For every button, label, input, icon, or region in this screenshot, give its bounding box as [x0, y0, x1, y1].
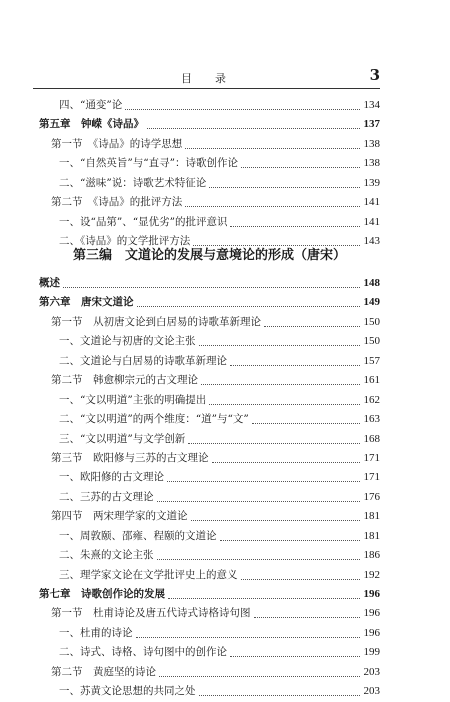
leader-dots	[254, 604, 360, 618]
toc-entry-page: 162	[363, 393, 380, 406]
toc-entry-page: 150	[363, 335, 380, 348]
toc-entry-title: 二、三苏的古文理论	[59, 490, 154, 503]
toc-entry-page: 157	[363, 354, 380, 367]
toc-entry-title: 一、杜甫的诗论	[59, 626, 133, 639]
header-page-number: 3	[369, 66, 380, 84]
toc-entry-page: 138	[363, 137, 380, 150]
toc-entry[interactable]	[39, 135, 380, 154]
toc-entry-title: 第五章 钟嵘《诗品》	[39, 118, 144, 131]
toc-entry-page: 139	[363, 176, 380, 189]
toc-entry-title: 三、理学家文论在文学批评史上的意义	[59, 568, 238, 581]
toc-entry[interactable]	[39, 468, 380, 487]
toc-entry-page: 176	[363, 490, 380, 503]
toc-entry[interactable]	[39, 663, 380, 682]
leader-dots	[147, 115, 360, 129]
toc-entry-page: 196	[363, 626, 380, 639]
toc-entry-page: 196	[363, 607, 380, 620]
toc-entry[interactable]	[39, 410, 380, 429]
toc-entry-page: 143	[363, 235, 380, 248]
toc-entry[interactable]	[39, 213, 380, 232]
toc-entry-title: 一、“自然英旨”与“直寻”：诗歌创作论	[59, 157, 238, 170]
toc-entry-page: 161	[363, 374, 380, 387]
leader-dots	[212, 449, 360, 463]
leader-dots	[188, 430, 360, 444]
toc-entry[interactable]	[39, 96, 380, 115]
toc-entry[interactable]	[39, 488, 380, 507]
toc-entry-title: 第二节 韩愈柳宗元的古文理论	[51, 374, 198, 387]
leader-dots	[137, 293, 360, 307]
toc-entry-page: 171	[363, 471, 380, 484]
leader-dots	[220, 527, 360, 541]
leader-dots	[185, 135, 360, 149]
toc-entry-page: 134	[363, 99, 380, 111]
toc-entry-title: 第四节 两宋理学家的文道论	[51, 510, 188, 523]
leader-dots	[63, 274, 360, 288]
toc-entry-page: 199	[363, 646, 380, 659]
toc-entry[interactable]	[39, 391, 380, 410]
toc-entry-title: 第一节 杜甫诗论及唐五代诗式诗格诗句图	[51, 607, 251, 620]
toc-entry[interactable]	[39, 174, 380, 193]
running-head	[33, 66, 380, 89]
toc-entry-page: 149	[363, 296, 380, 309]
toc-entry[interactable]	[39, 154, 380, 173]
leader-dots	[209, 174, 360, 188]
toc-section-bottom	[39, 274, 380, 702]
toc-entry-page: 203	[363, 685, 380, 698]
toc-entry-title: 一、苏黄文论思想的共同之处	[59, 685, 196, 698]
toc-entry[interactable]	[39, 546, 380, 565]
toc-entry-title: 第七章 诗歌创作论的发展	[39, 588, 165, 600]
toc-entry-page: 148	[363, 277, 380, 289]
toc-entry[interactable]	[39, 193, 380, 212]
leader-dots	[167, 468, 360, 482]
toc-entry-title: 第三节 欧阳修与三苏的古文理论	[51, 451, 209, 464]
toc-entry-page: 196	[363, 588, 380, 600]
toc-entry-title: 四、“通变”论	[59, 99, 123, 111]
leader-dots	[230, 213, 360, 227]
toc-entry[interactable]	[39, 274, 380, 293]
leader-dots	[201, 371, 360, 385]
toc-entry[interactable]	[39, 371, 380, 390]
toc-entry[interactable]	[39, 585, 380, 604]
leader-dots	[230, 643, 360, 657]
leader-dots	[230, 352, 360, 366]
leader-dots	[209, 391, 360, 405]
toc-entry-title: 一、周敦颐、邵雍、程颐的文道论	[59, 529, 217, 542]
toc-entry[interactable]	[39, 527, 380, 546]
leader-dots	[264, 313, 360, 327]
toc-entry-title: 二、文道论与白居易的诗歌革新理论	[59, 354, 227, 367]
leader-dots	[191, 507, 360, 521]
toc-entry-page: 141	[363, 215, 380, 228]
toc-entry-page: 141	[363, 196, 380, 209]
toc-entry-title: 二、“滋味”说：诗歌艺术特征论	[59, 176, 207, 189]
toc-entry-page: 186	[363, 549, 380, 562]
toc-entry[interactable]	[39, 430, 380, 449]
toc-entry-title: 二、朱熹的文论主张	[59, 549, 154, 562]
toc-entry-title: 二、诗式、诗格、诗句图中的创作论	[59, 646, 227, 659]
header-title: 目 录	[181, 72, 232, 85]
part-heading: 第三编 文道论的发展与意境论的形成（唐宋）	[72, 248, 346, 263]
toc-entry[interactable]	[39, 507, 380, 526]
toc-entry-title: 概述	[39, 277, 60, 289]
toc-entry[interactable]	[39, 313, 380, 332]
toc-entry[interactable]	[39, 332, 380, 351]
leader-dots	[185, 193, 360, 207]
toc-entry-title: 第六章 唐宋文道论	[39, 296, 134, 309]
toc-entry-page: 181	[363, 510, 380, 523]
leader-dots	[199, 332, 360, 346]
toc-entry[interactable]	[39, 449, 380, 468]
toc-section-top	[39, 96, 380, 252]
toc-entry[interactable]	[39, 352, 380, 371]
leader-dots	[241, 154, 360, 168]
toc-entry-title: 一、文道论与初唐的文论主张	[59, 335, 196, 348]
toc-entry-page: 163	[363, 413, 380, 426]
toc-entry-page: 171	[363, 451, 380, 464]
toc-entry-title: 第一节 《诗品》的诗学思想	[51, 137, 183, 150]
toc-entry[interactable]	[39, 643, 380, 662]
leader-dots	[157, 546, 360, 560]
toc-entry-title: 三、“文以明道”与文学创新	[59, 432, 186, 445]
toc-entry[interactable]	[39, 115, 380, 134]
leader-dots	[168, 585, 360, 599]
leader-dots	[199, 682, 360, 696]
leader-dots	[136, 624, 360, 638]
toc-entry-title: 一、欧阳修的古文理论	[59, 471, 164, 484]
leader-dots	[157, 488, 360, 502]
toc-entry-title: 一、“文以明道”主张的明确提出	[59, 393, 207, 406]
toc-entry-page: 137	[363, 118, 380, 131]
leader-dots	[241, 566, 360, 580]
toc-entry-title: 一、设“品第”、“显优劣”的批评意识	[59, 215, 228, 228]
toc-entry-page: 168	[363, 432, 380, 445]
toc-entry-title: 第一节 从初唐文论到白居易的诗歌革新理论	[51, 315, 261, 328]
leader-dots	[159, 663, 360, 677]
toc-entry-title: 第二节 黄庭坚的诗论	[51, 665, 156, 678]
toc-entry-title: 二、“文以明道”的两个维度：“道”与“文”	[59, 413, 249, 426]
toc-entry-page: 181	[363, 529, 380, 542]
toc-entry-page: 192	[363, 568, 380, 581]
toc-entry-page: 203	[363, 665, 380, 678]
toc-entry[interactable]	[39, 624, 380, 643]
toc-entry[interactable]	[39, 604, 380, 623]
toc-entry-page: 138	[363, 157, 380, 170]
toc-entry[interactable]	[39, 293, 380, 312]
leader-dots	[252, 410, 360, 424]
toc-entry-title: 二、《诗品》的文学批评方法	[59, 235, 191, 248]
toc-entry[interactable]	[39, 566, 380, 585]
toc-entry[interactable]	[39, 682, 380, 701]
toc-entry-title: 第二节 《诗品》的批评方法	[51, 196, 183, 209]
leader-dots	[125, 96, 360, 110]
toc-entry-page: 150	[363, 315, 380, 328]
